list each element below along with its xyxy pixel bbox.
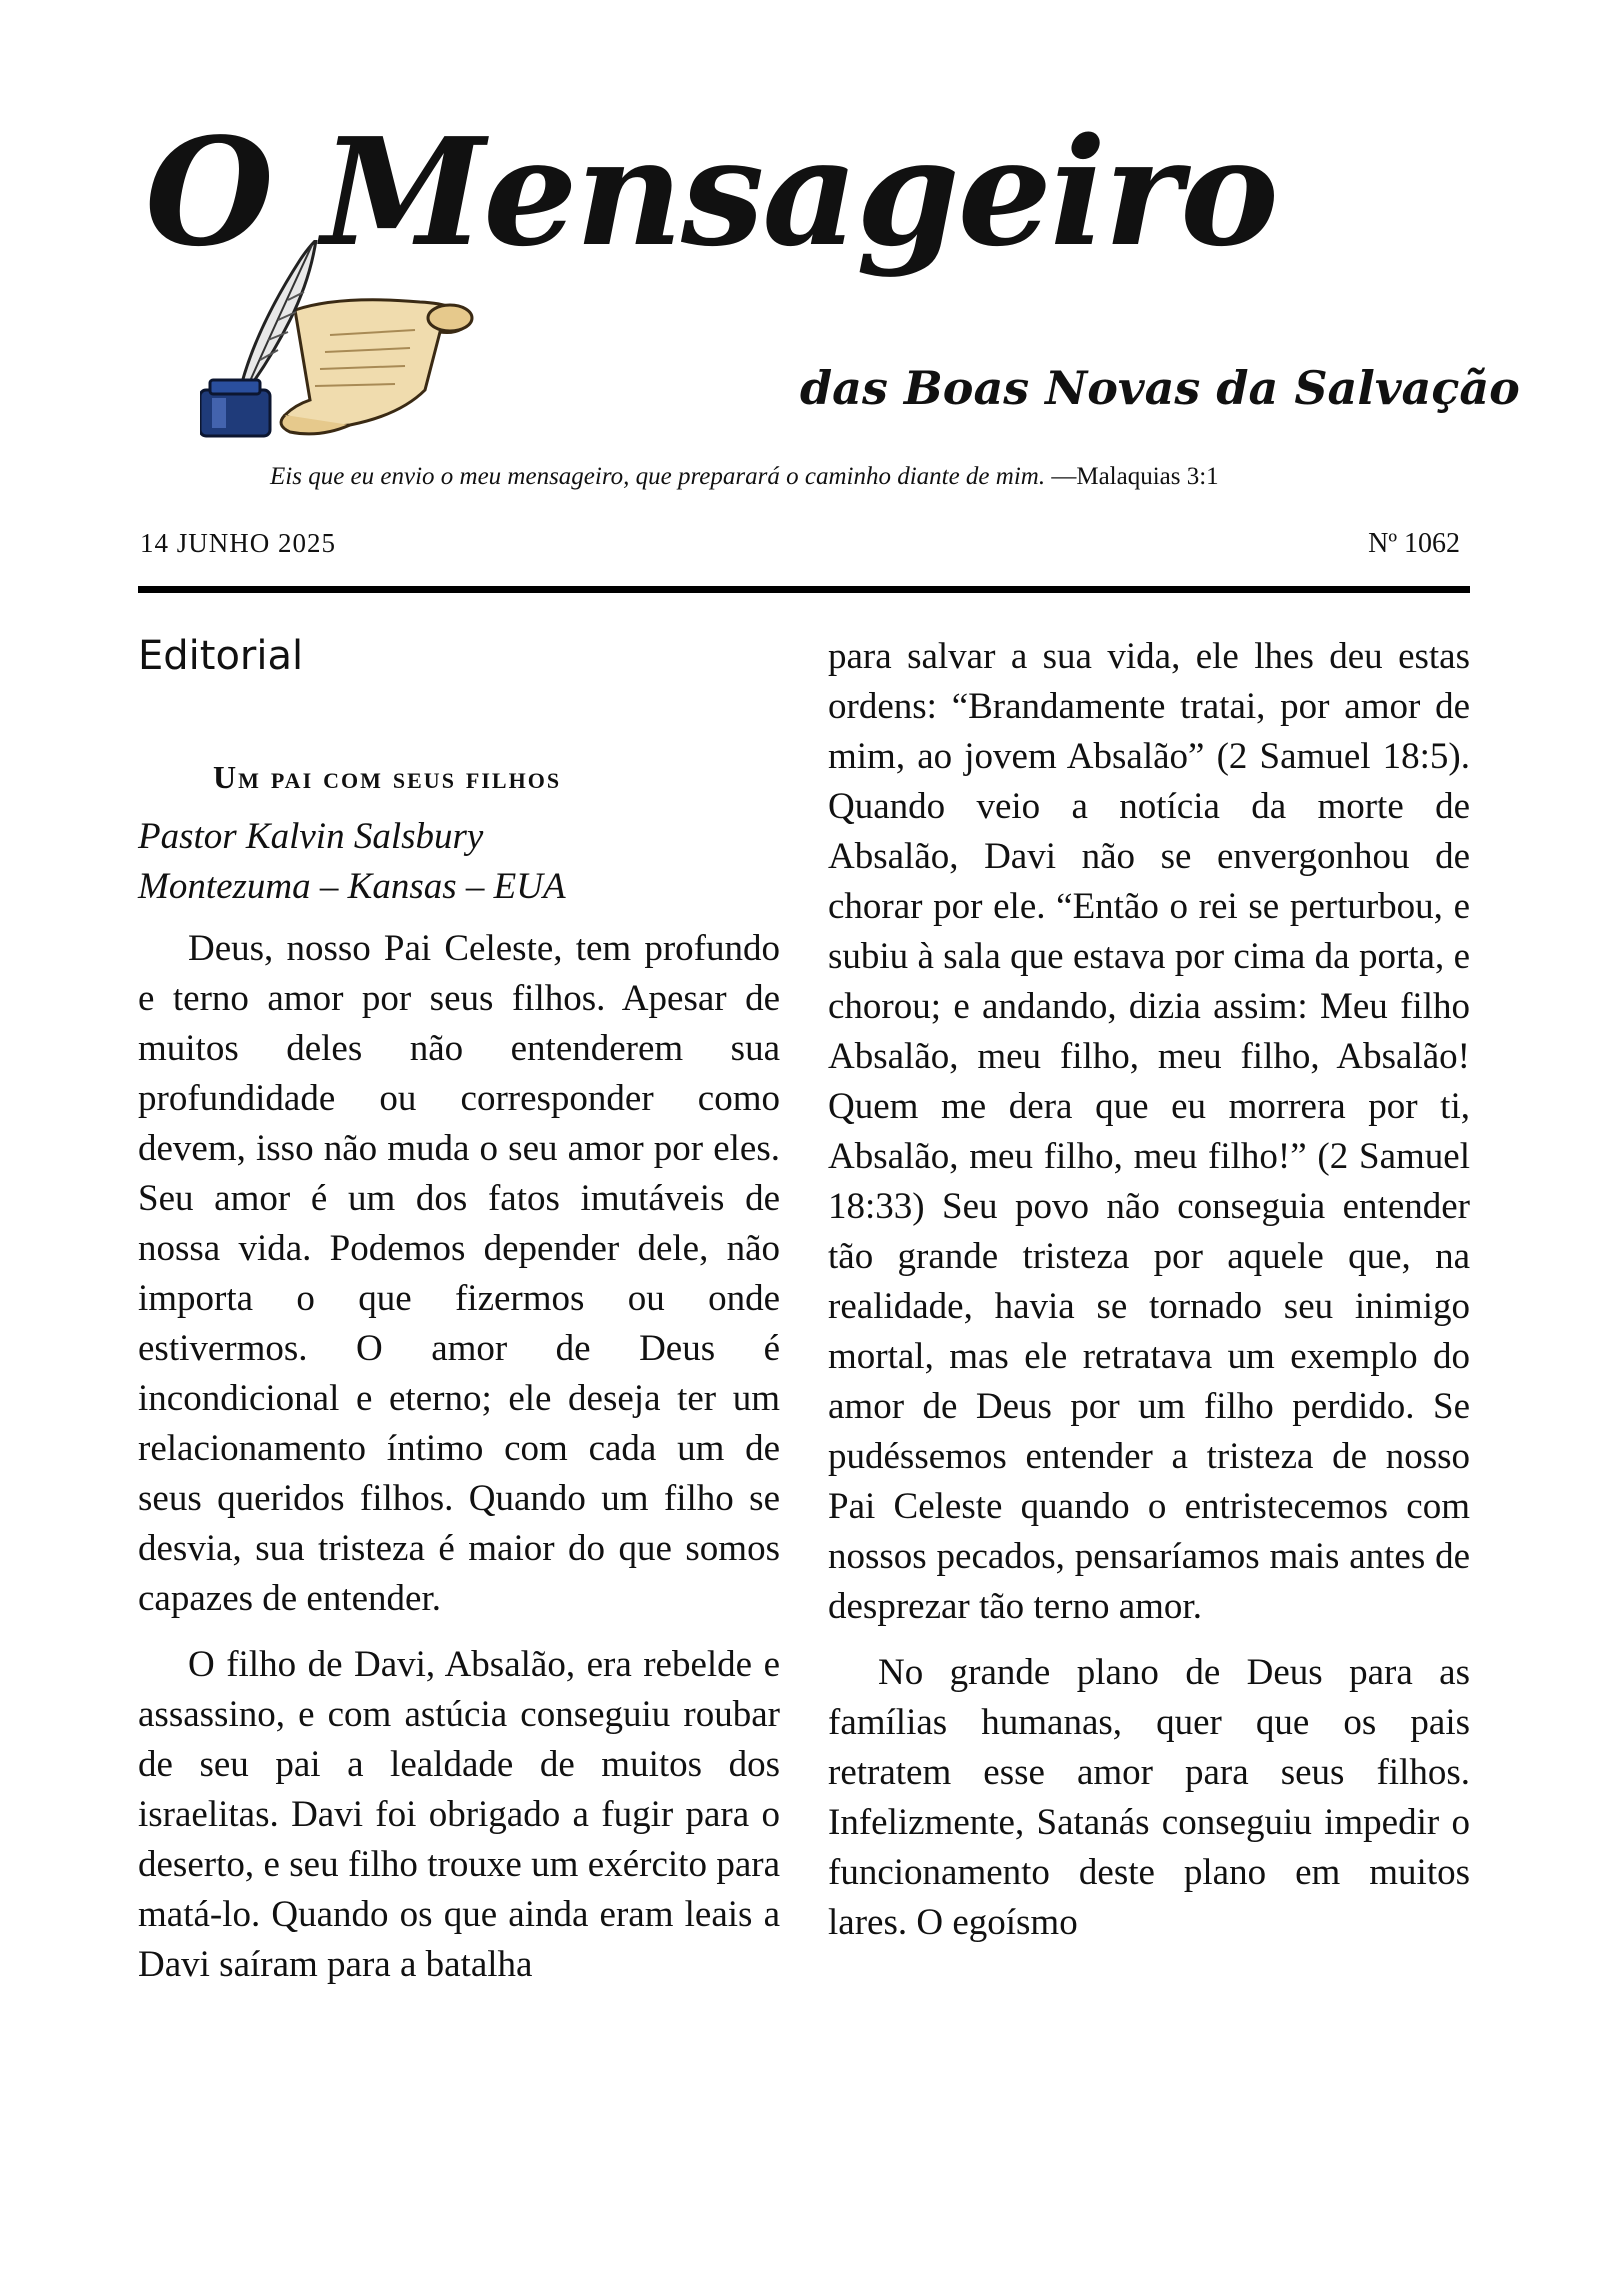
author-name: Pastor Kalvin Salsbury bbox=[138, 816, 484, 858]
header-divider bbox=[138, 586, 1470, 593]
paragraph: O filho de Davi, Absalão, era rebelde e assassino, e com astúcia conseguiu roubar de seu pai a lealdade de muitos dos israelitas. Davi foi obrigado a fugir para o deserto, e seu filho trouxe um exército para matá-lo. Quando os que ainda eram leais a Davi saíram para a batalha bbox=[138, 1644, 780, 1986]
quill-inkwell-scroll-icon bbox=[200, 240, 490, 440]
paragraph: No grande plano de Deus para as famílias humanas, quer que os pais retratem esse amor para seus filhos. Infelizmente, Satanás conseguiu impedir o funcionamento deste plano em muitos lares. O egoísmo bbox=[828, 1652, 1470, 1943]
masthead bbox=[0, 0, 1600, 559]
paragraph: Deus, nosso Pai Celeste, tem profundo e terno amor por seus filhos. Apesar de muitos deles não entenderem sua profundidade ou corresponder como devem, isso não muda o seu amor por eles. Seu amor é um dos fatos imutáveis de nossa vida. Podemos depender dele, não importa o que fizermos ou onde estivermos. O amor de Deus é incondicional e eterno; ele deseja ter um relacionamento íntimo com cada um de seus queridos filhos. Quando um filho se desvia, sua tristeza é maior do que somos capazes de entender. bbox=[138, 928, 780, 1620]
epigraph bbox=[270, 462, 1370, 492]
publication-subtitle: das Boas Novas da Salvação bbox=[800, 361, 1520, 415]
paragraph-continued: para salvar a sua vida, ele lhes deu estas ordens: “Brandamente tratai, por amor de mim, ao jovem Absalão” (2 Samuel 18:5). Quando veio a notícia da morte de Absalão, Davi não se envergonhou de chorar por ele. “Então o rei se perturbou, e subiu à sala que estava por cima da porta, e chorou; e andando, dizia assim: Meu filho Absalão, meu filho, meu filho, Absalão! Quem me dera que eu morrera por ti, Absalão, meu filho, meu filho!” (2 Samuel 18:33) Seu povo não conseguia entender tão grande tristeza por aquele que, na realidade, havia se tornado seu inimigo mortal, mas ele retratava um exemplo do amor de Deus por um filho perdido. Se pudéssemos entender a tristeza de nosso Pai Celeste quando o entristecemos com nossos pecados, pensaríamos mais antes de desprezar tão terno amor. bbox=[828, 636, 1470, 1627]
column-left bbox=[138, 632, 780, 1990]
issue-date: 14 JUNHO 2025 bbox=[140, 528, 337, 558]
section-label: Editorial bbox=[138, 633, 304, 679]
issue-number: Nº 1062 bbox=[1368, 528, 1460, 559]
publication-title: O Mensageiro bbox=[145, 105, 1277, 279]
epigraph-text: Eis que eu envio o meu mensageiro, que preparará o caminho diante de mim. bbox=[270, 463, 1046, 490]
author-location: Montezuma – Kansas – EUA bbox=[138, 866, 566, 908]
epigraph-source: —Malaquias 3:1 bbox=[1051, 463, 1219, 490]
column-right bbox=[828, 632, 1470, 1948]
article-title: Um pai com seus filhos bbox=[213, 759, 562, 795]
